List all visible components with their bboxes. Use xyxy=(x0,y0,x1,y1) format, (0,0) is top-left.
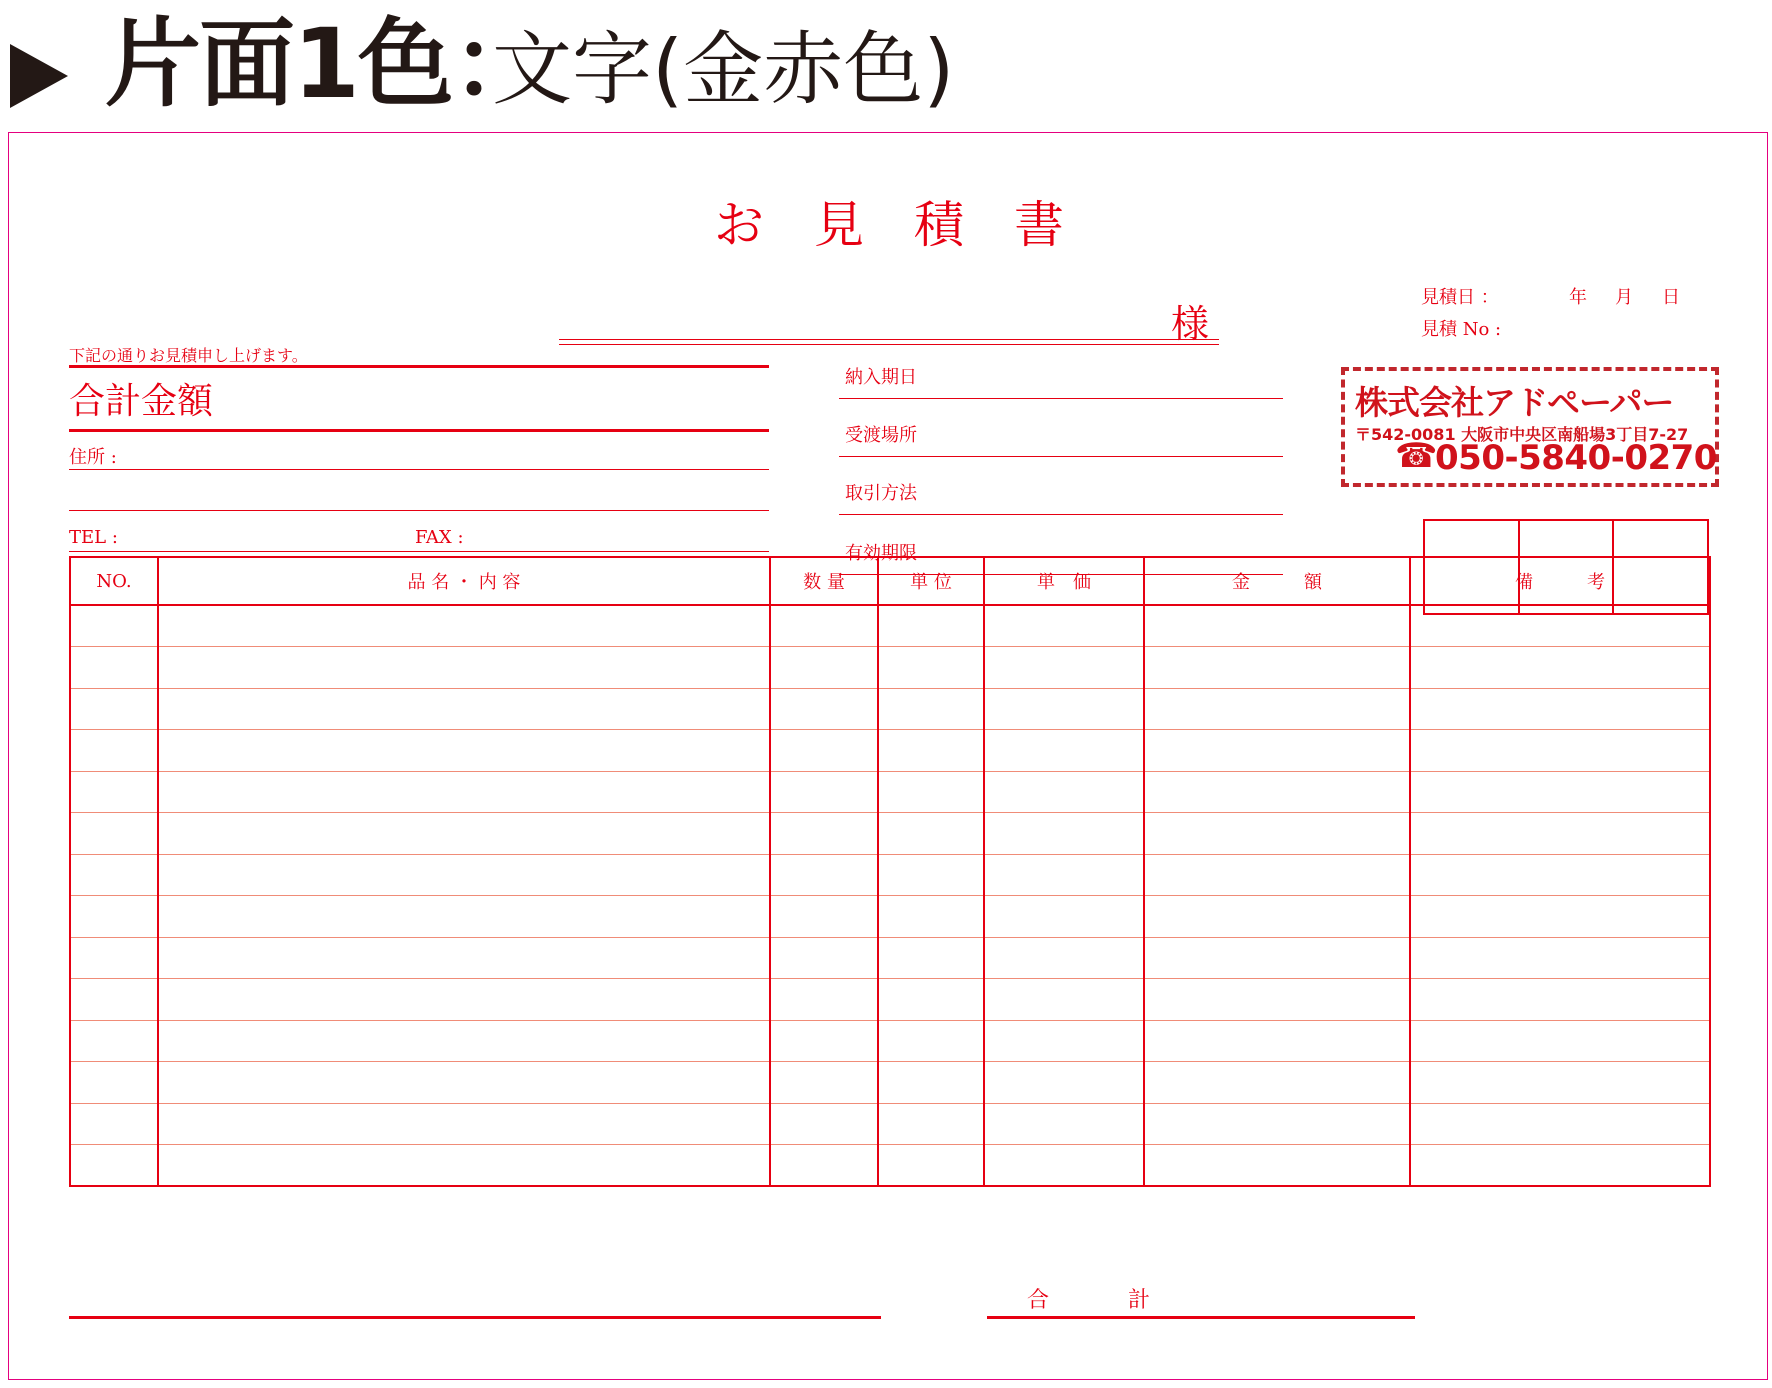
addressee-underline xyxy=(559,339,1219,340)
items-table-wrap xyxy=(69,556,1709,1111)
estimate-date-row[interactable] xyxy=(1421,283,1721,309)
table-row xyxy=(70,771,1710,813)
sum-label: 合 計 xyxy=(1027,1288,1186,1313)
table-cell[interactable] xyxy=(878,1020,984,1062)
table-row xyxy=(70,1062,1710,1104)
table-cell[interactable] xyxy=(1410,854,1710,896)
address-label: 住所 : xyxy=(69,447,117,468)
table-cell[interactable] xyxy=(1410,896,1710,938)
total-amount-underline[interactable] xyxy=(69,429,769,432)
table-cell[interactable] xyxy=(1144,813,1410,855)
table-cell[interactable] xyxy=(1410,813,1710,855)
table-cell[interactable] xyxy=(878,1062,984,1104)
validity-period-label: 有効期限 xyxy=(845,543,917,564)
table-cell[interactable] xyxy=(1144,896,1410,938)
table-cell[interactable] xyxy=(984,937,1144,979)
table-row xyxy=(70,813,1710,855)
header-unit: 単 位 xyxy=(878,557,984,605)
delivery-date-field[interactable] xyxy=(839,353,1283,399)
table-cell[interactable] xyxy=(878,979,984,1021)
table-cell[interactable] xyxy=(1144,647,1410,689)
table-cell[interactable] xyxy=(878,854,984,896)
header-no: NO. xyxy=(70,557,158,605)
company-name: 株式会社アドペーパー xyxy=(1355,383,1674,422)
table-row xyxy=(70,896,1710,938)
table-cell[interactable] xyxy=(770,1020,878,1062)
table-cell[interactable] xyxy=(70,730,158,772)
payment-method-label: 取引方法 xyxy=(845,483,917,504)
triangle-arrow-icon xyxy=(10,44,68,108)
table-cell[interactable] xyxy=(878,1103,984,1145)
table-cell[interactable] xyxy=(878,605,984,647)
table-cell[interactable] xyxy=(984,688,1144,730)
table-cell[interactable] xyxy=(770,605,878,647)
table-cell[interactable] xyxy=(1410,979,1710,1021)
table-cell[interactable] xyxy=(70,1020,158,1062)
table-row xyxy=(70,854,1710,896)
table-cell[interactable] xyxy=(158,771,770,813)
table-cell[interactable] xyxy=(158,854,770,896)
table-body xyxy=(70,605,1710,1186)
header-amount: 金 額 xyxy=(1144,557,1410,605)
table-cell[interactable] xyxy=(70,937,158,979)
table-cell[interactable] xyxy=(1410,1020,1710,1062)
table-cell[interactable] xyxy=(770,854,878,896)
table-cell[interactable] xyxy=(984,771,1144,813)
table-cell[interactable] xyxy=(70,854,158,896)
table-cell[interactable] xyxy=(878,896,984,938)
table-cell[interactable] xyxy=(878,813,984,855)
table-cell[interactable] xyxy=(984,1020,1144,1062)
estimate-no-label: 見積 No : xyxy=(1421,319,1502,340)
table-cell[interactable] xyxy=(878,688,984,730)
table-cell[interactable] xyxy=(984,1103,1144,1145)
table-cell[interactable] xyxy=(1144,730,1410,772)
header-unit-price: 単 価 xyxy=(984,557,1144,605)
table-cell[interactable] xyxy=(1410,937,1710,979)
table-cell[interactable] xyxy=(158,1145,770,1187)
table-row xyxy=(70,688,1710,730)
table-cell[interactable] xyxy=(158,605,770,647)
fax-label: FAX : xyxy=(415,527,464,548)
table-cell[interactable] xyxy=(770,771,878,813)
heading-title-bold: 片面1色： xyxy=(105,8,546,120)
table-cell[interactable] xyxy=(770,979,878,1021)
table-cell[interactable] xyxy=(158,896,770,938)
header-remarks: 備 考 xyxy=(1410,557,1710,605)
company-address: 〒542-0081 大阪市中央区南船場3丁目7-27 xyxy=(1355,425,1689,444)
estimate-date-label: 見積日 ： xyxy=(1421,287,1499,308)
table-cell[interactable] xyxy=(158,730,770,772)
table-cell[interactable] xyxy=(984,813,1144,855)
items-table xyxy=(69,556,1711,1187)
table-cell[interactable] xyxy=(1144,1145,1410,1187)
table-cell[interactable] xyxy=(984,730,1144,772)
table-cell[interactable] xyxy=(1410,647,1710,689)
heading-title-rest: 文字(金赤色) xyxy=(492,23,955,116)
table-cell[interactable] xyxy=(1410,1062,1710,1104)
table-cell[interactable] xyxy=(70,896,158,938)
table-cell[interactable] xyxy=(1410,688,1710,730)
estimate-no-row[interactable] xyxy=(1421,315,1501,341)
table-row xyxy=(70,1103,1710,1145)
table-cell[interactable] xyxy=(878,937,984,979)
table-cell[interactable] xyxy=(770,1145,878,1187)
table-row xyxy=(70,979,1710,1021)
table-cell[interactable] xyxy=(70,688,158,730)
table-cell[interactable] xyxy=(70,647,158,689)
table-cell[interactable] xyxy=(1144,1103,1410,1145)
table-cell[interactable] xyxy=(770,1062,878,1104)
table-cell[interactable] xyxy=(1410,1145,1710,1187)
table-row xyxy=(70,937,1710,979)
page-heading xyxy=(0,0,1772,130)
table-cell[interactable] xyxy=(984,647,1144,689)
table-cell[interactable] xyxy=(770,896,878,938)
table-cell[interactable] xyxy=(1410,730,1710,772)
table-cell[interactable] xyxy=(70,1062,158,1104)
delivery-date-label: 納入期日 xyxy=(845,367,917,388)
table-cell[interactable] xyxy=(70,979,158,1021)
table-cell[interactable] xyxy=(984,1145,1144,1187)
table-cell[interactable] xyxy=(70,813,158,855)
table-cell[interactable] xyxy=(984,605,1144,647)
document-title: お見積書 xyxy=(714,196,1114,254)
company-phone: 050-5840-0270 xyxy=(1435,438,1717,478)
header-quantity: 数 量 xyxy=(770,557,878,605)
table-cell[interactable] xyxy=(770,937,878,979)
table-cell[interactable] xyxy=(158,1062,770,1104)
sum-underline[interactable] xyxy=(987,1316,1415,1319)
table-cell[interactable] xyxy=(70,605,158,647)
table-header-row xyxy=(70,557,1710,605)
table-cell[interactable] xyxy=(770,1103,878,1145)
table-cell[interactable] xyxy=(158,647,770,689)
table-cell[interactable] xyxy=(984,896,1144,938)
address-line[interactable] xyxy=(69,469,769,470)
table-cell[interactable] xyxy=(770,813,878,855)
table-cell[interactable] xyxy=(158,1103,770,1145)
table-cell[interactable] xyxy=(1144,688,1410,730)
table-cell[interactable] xyxy=(878,771,984,813)
table-cell[interactable] xyxy=(770,688,878,730)
table-cell[interactable] xyxy=(878,1145,984,1187)
table-row xyxy=(70,1020,1710,1062)
table-cell[interactable] xyxy=(158,1020,770,1062)
table-cell[interactable] xyxy=(984,979,1144,1021)
table-cell[interactable] xyxy=(1410,605,1710,647)
header-item-name: 品 名 ・ 内 容 xyxy=(158,557,770,605)
table-cell[interactable] xyxy=(158,937,770,979)
payment-method-field[interactable] xyxy=(839,469,1283,515)
bottom-left-line xyxy=(69,1316,881,1319)
table-cell[interactable] xyxy=(70,771,158,813)
estimate-form-sheet xyxy=(8,132,1768,1380)
telephone-icon: ☎ xyxy=(1395,436,1438,476)
table-cell[interactable] xyxy=(1144,605,1410,647)
table-cell[interactable] xyxy=(984,854,1144,896)
month-label: 月 xyxy=(1615,287,1633,308)
estimate-note: 下記の通りお見積申し上げます。 xyxy=(69,346,308,365)
table-cell[interactable] xyxy=(1144,1062,1410,1104)
tel-label: TEL : xyxy=(69,527,118,548)
table-cell[interactable] xyxy=(158,979,770,1021)
table-cell[interactable] xyxy=(158,688,770,730)
table-cell[interactable] xyxy=(70,1145,158,1187)
year-label: 年 xyxy=(1569,287,1587,308)
table-cell[interactable] xyxy=(770,647,878,689)
table-cell[interactable] xyxy=(878,647,984,689)
table-cell[interactable] xyxy=(1144,771,1410,813)
divider xyxy=(69,365,769,368)
table-cell[interactable] xyxy=(1410,1103,1710,1145)
table-cell[interactable] xyxy=(984,1062,1144,1104)
addressee-suffix: 様 xyxy=(1170,302,1209,346)
table-cell[interactable] xyxy=(1410,771,1710,813)
delivery-place-label: 受渡場所 xyxy=(845,425,917,446)
table-cell[interactable] xyxy=(158,813,770,855)
table-cell[interactable] xyxy=(70,1103,158,1145)
address-line-2[interactable] xyxy=(69,510,769,511)
tel-fax-line[interactable] xyxy=(69,551,769,552)
delivery-place-field[interactable] xyxy=(839,411,1283,457)
addressee-field[interactable] xyxy=(559,293,1219,346)
company-stamp xyxy=(1341,367,1719,487)
table-row xyxy=(70,605,1710,647)
table-row xyxy=(70,1145,1710,1187)
table-cell[interactable] xyxy=(1144,1020,1410,1062)
table-cell[interactable] xyxy=(1144,979,1410,1021)
table-cell[interactable] xyxy=(878,730,984,772)
table-cell[interactable] xyxy=(770,730,878,772)
total-amount-label: 合計金額 xyxy=(69,381,214,422)
table-row xyxy=(70,647,1710,689)
day-label: 日 xyxy=(1662,287,1680,308)
table-row xyxy=(70,730,1710,772)
table-cell[interactable] xyxy=(1144,854,1410,896)
table-cell[interactable] xyxy=(1144,937,1410,979)
